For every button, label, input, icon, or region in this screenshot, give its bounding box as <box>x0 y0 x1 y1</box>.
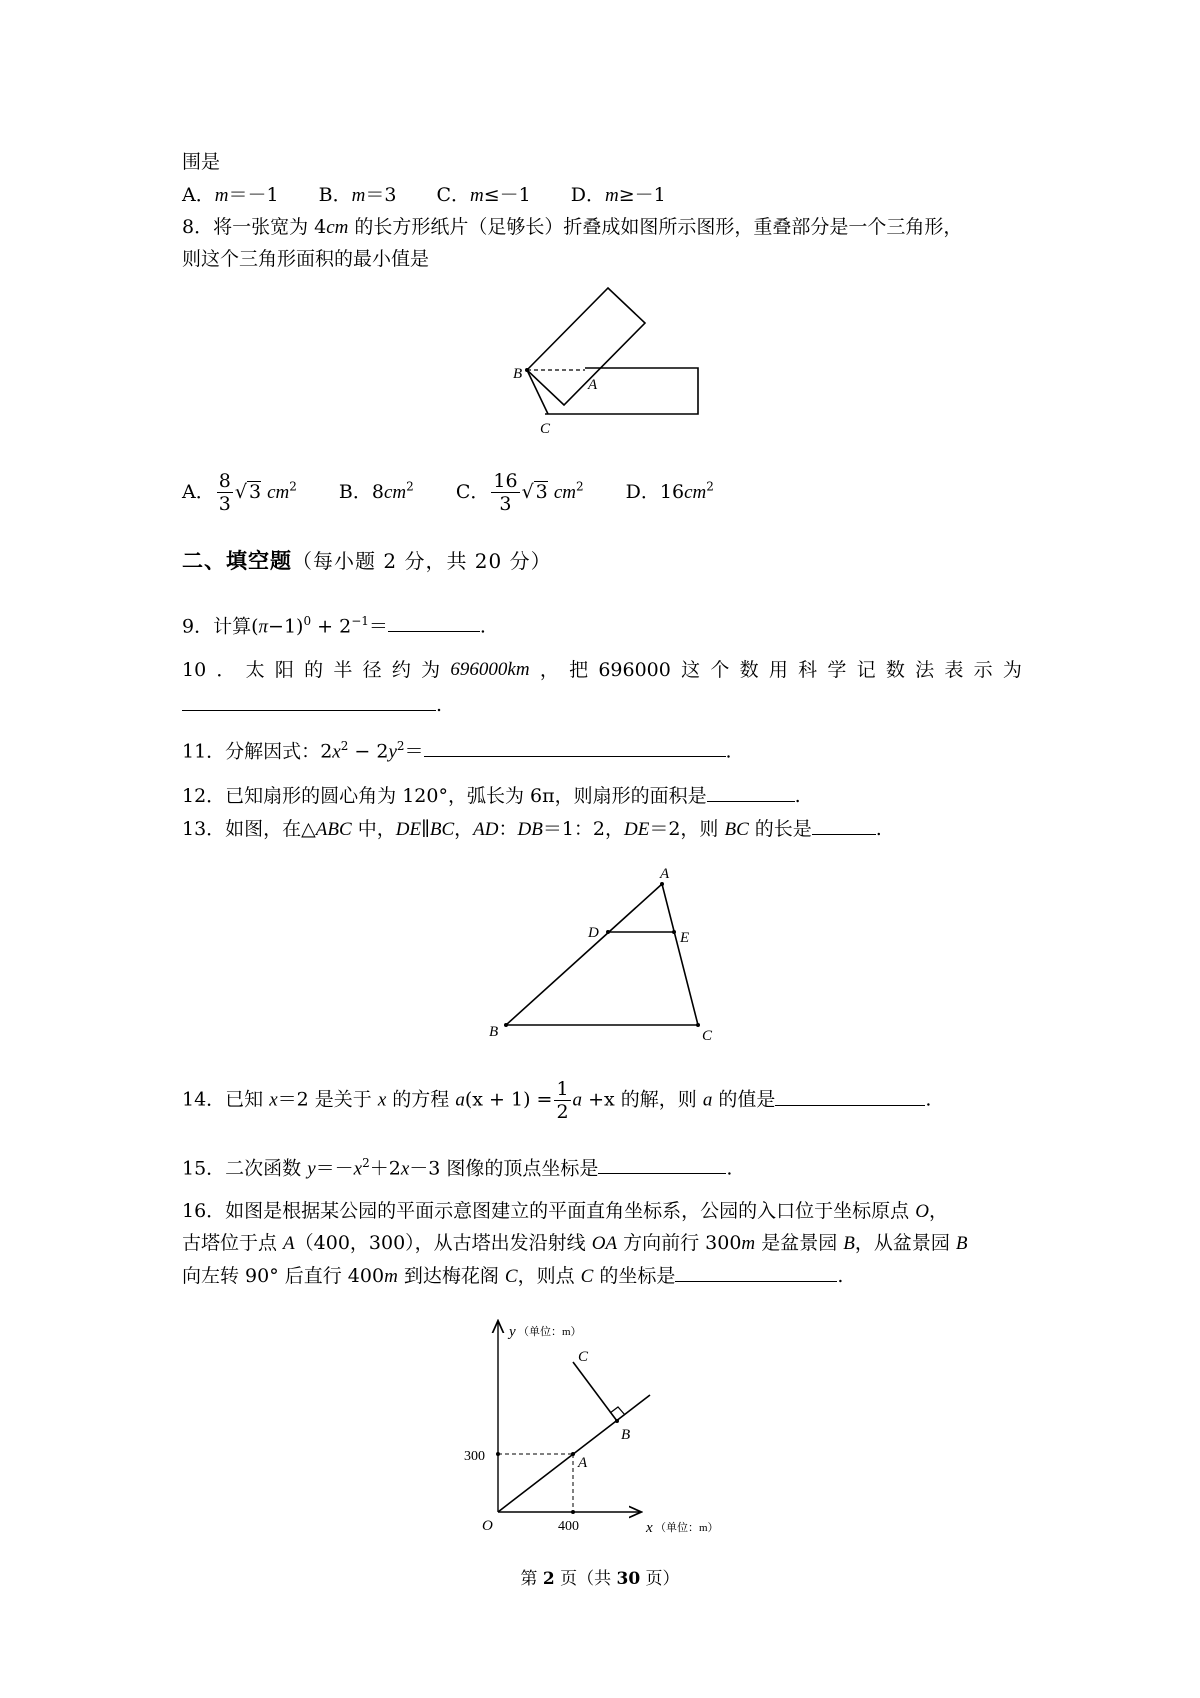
q13-text: 13．如图，在△ABC 中，DE∥BC，AD：DB＝1：2，DE＝2，则 BC 的长是 . <box>182 818 882 840</box>
q13-answer-blank[interactable] <box>812 816 876 835</box>
q16-y-tick-300: 300 <box>464 1449 485 1464</box>
q9-answer-blank[interactable] <box>388 613 480 632</box>
q7-option-a: A．m＝－1 <box>182 184 279 206</box>
q16-y-axis-unit: （单位：m） <box>518 1326 582 1338</box>
q11-text: 11．分解因式：$2x^2 - 2y^2=$ . <box>182 739 732 763</box>
q14-answer-blank[interactable] <box>775 1087 925 1106</box>
q8-label-c: C <box>540 421 551 437</box>
q16-answer-blank[interactable] <box>675 1263 837 1282</box>
q11-answer-blank[interactable] <box>424 738 726 757</box>
q15-answer-blank[interactable] <box>598 1155 726 1174</box>
q8-text-line2: 则这个三角形面积的最小值是 <box>182 248 430 270</box>
q13-label-b: B <box>489 1024 499 1040</box>
q8-label-b: B <box>513 366 523 382</box>
q16-label-a: A <box>578 1455 588 1471</box>
q16-text-line3: 向左转 90° 后直行 400m 到达梅花阁 C，则点 C 的坐标是 . <box>182 1265 844 1287</box>
q7-continuation: 围是 <box>182 151 221 173</box>
q7-options <box>182 183 700 208</box>
q12-text: 12．已知扇形的圆心角为 120°，弧长为 6π，则扇形的面积是 . <box>182 785 801 807</box>
q16-label-c: C <box>578 1349 589 1365</box>
q14-text: 14．已知 x＝2 是关于 x 的方程 a(x + 1) = $\frac{1}{2}$ a +x 的解，则 a 的值是 . <box>182 1078 932 1123</box>
q8-option-c: C． $\frac{16}{3}$ √ 3 $cm^2$ <box>455 470 584 515</box>
q7-option-c: C．m≤－1 <box>436 184 531 206</box>
q8-options <box>182 470 714 515</box>
q16-label-b: B <box>621 1427 631 1443</box>
section-2-heading: 二、填空题（每小题 2 分，共 20 分） <box>182 548 552 573</box>
q13-label-e: E <box>680 930 690 946</box>
q10-text-line2: . <box>182 692 442 717</box>
q7-option-d: D．m≥－1 <box>570 184 666 206</box>
q13-label-c: C <box>702 1028 713 1044</box>
q10-answer-blank[interactable] <box>182 692 436 711</box>
q16-coordinate-figure <box>455 1310 785 1540</box>
q9-text: 9．计算$(\pi-1)^0 + 2^{-1}=$ . <box>182 614 486 638</box>
page-footer: 第 2 页（共 30 页） <box>520 1569 680 1589</box>
q13-label-d: D <box>588 925 599 941</box>
q10-text-line1: 10 ． 太 阳 的 半 径 约 为 696000km ， 把 696000 这 个 数 用 科 学 记 数 法 表 示 为 <box>182 659 1022 681</box>
q12-answer-blank[interactable] <box>707 783 795 802</box>
q16-text-line1: 16．如图是根据某公园的平面示意图建立的平面直角坐标系，公园的入口位于坐标原点 O， <box>182 1200 948 1222</box>
q13-label-a: A <box>660 866 670 882</box>
q16-y-axis-label: y <box>509 1324 516 1340</box>
q13-triangle-figure <box>480 860 740 1060</box>
q8-text-line1: 8．将一张宽为 4cm 的长方形纸片（足够长）折叠成如图所示图形，重叠部分是一个三角形， <box>182 216 963 238</box>
q8-folded-paper-figure <box>500 280 720 440</box>
q8-option-b: B．$8cm^2$ <box>338 479 414 503</box>
q15-text: 15．二次函数 $y=-x^2+2x-3$ 图像的顶点坐标是 . <box>182 1156 733 1180</box>
q7-option-b: B．m＝3 <box>318 184 397 206</box>
q16-x-tick-400: 400 <box>558 1519 579 1534</box>
q8-option-d: D．$16cm^2$ <box>625 479 714 503</box>
q8-label-a: A <box>588 377 598 393</box>
q16-origin-label: O <box>482 1518 493 1534</box>
q16-x-axis-label: x <box>646 1520 653 1536</box>
q16-x-axis-unit: （单位：m） <box>655 1522 719 1534</box>
q16-text-line2: 古塔位于点 A（400，300），从古塔出发沿射线 OA 方向前行 300m 是盆景园 B，从盆景园 B <box>182 1232 968 1254</box>
q8-option-a: A． $\frac{8}{3}$ √ 3 $cm^2$ <box>182 470 297 515</box>
